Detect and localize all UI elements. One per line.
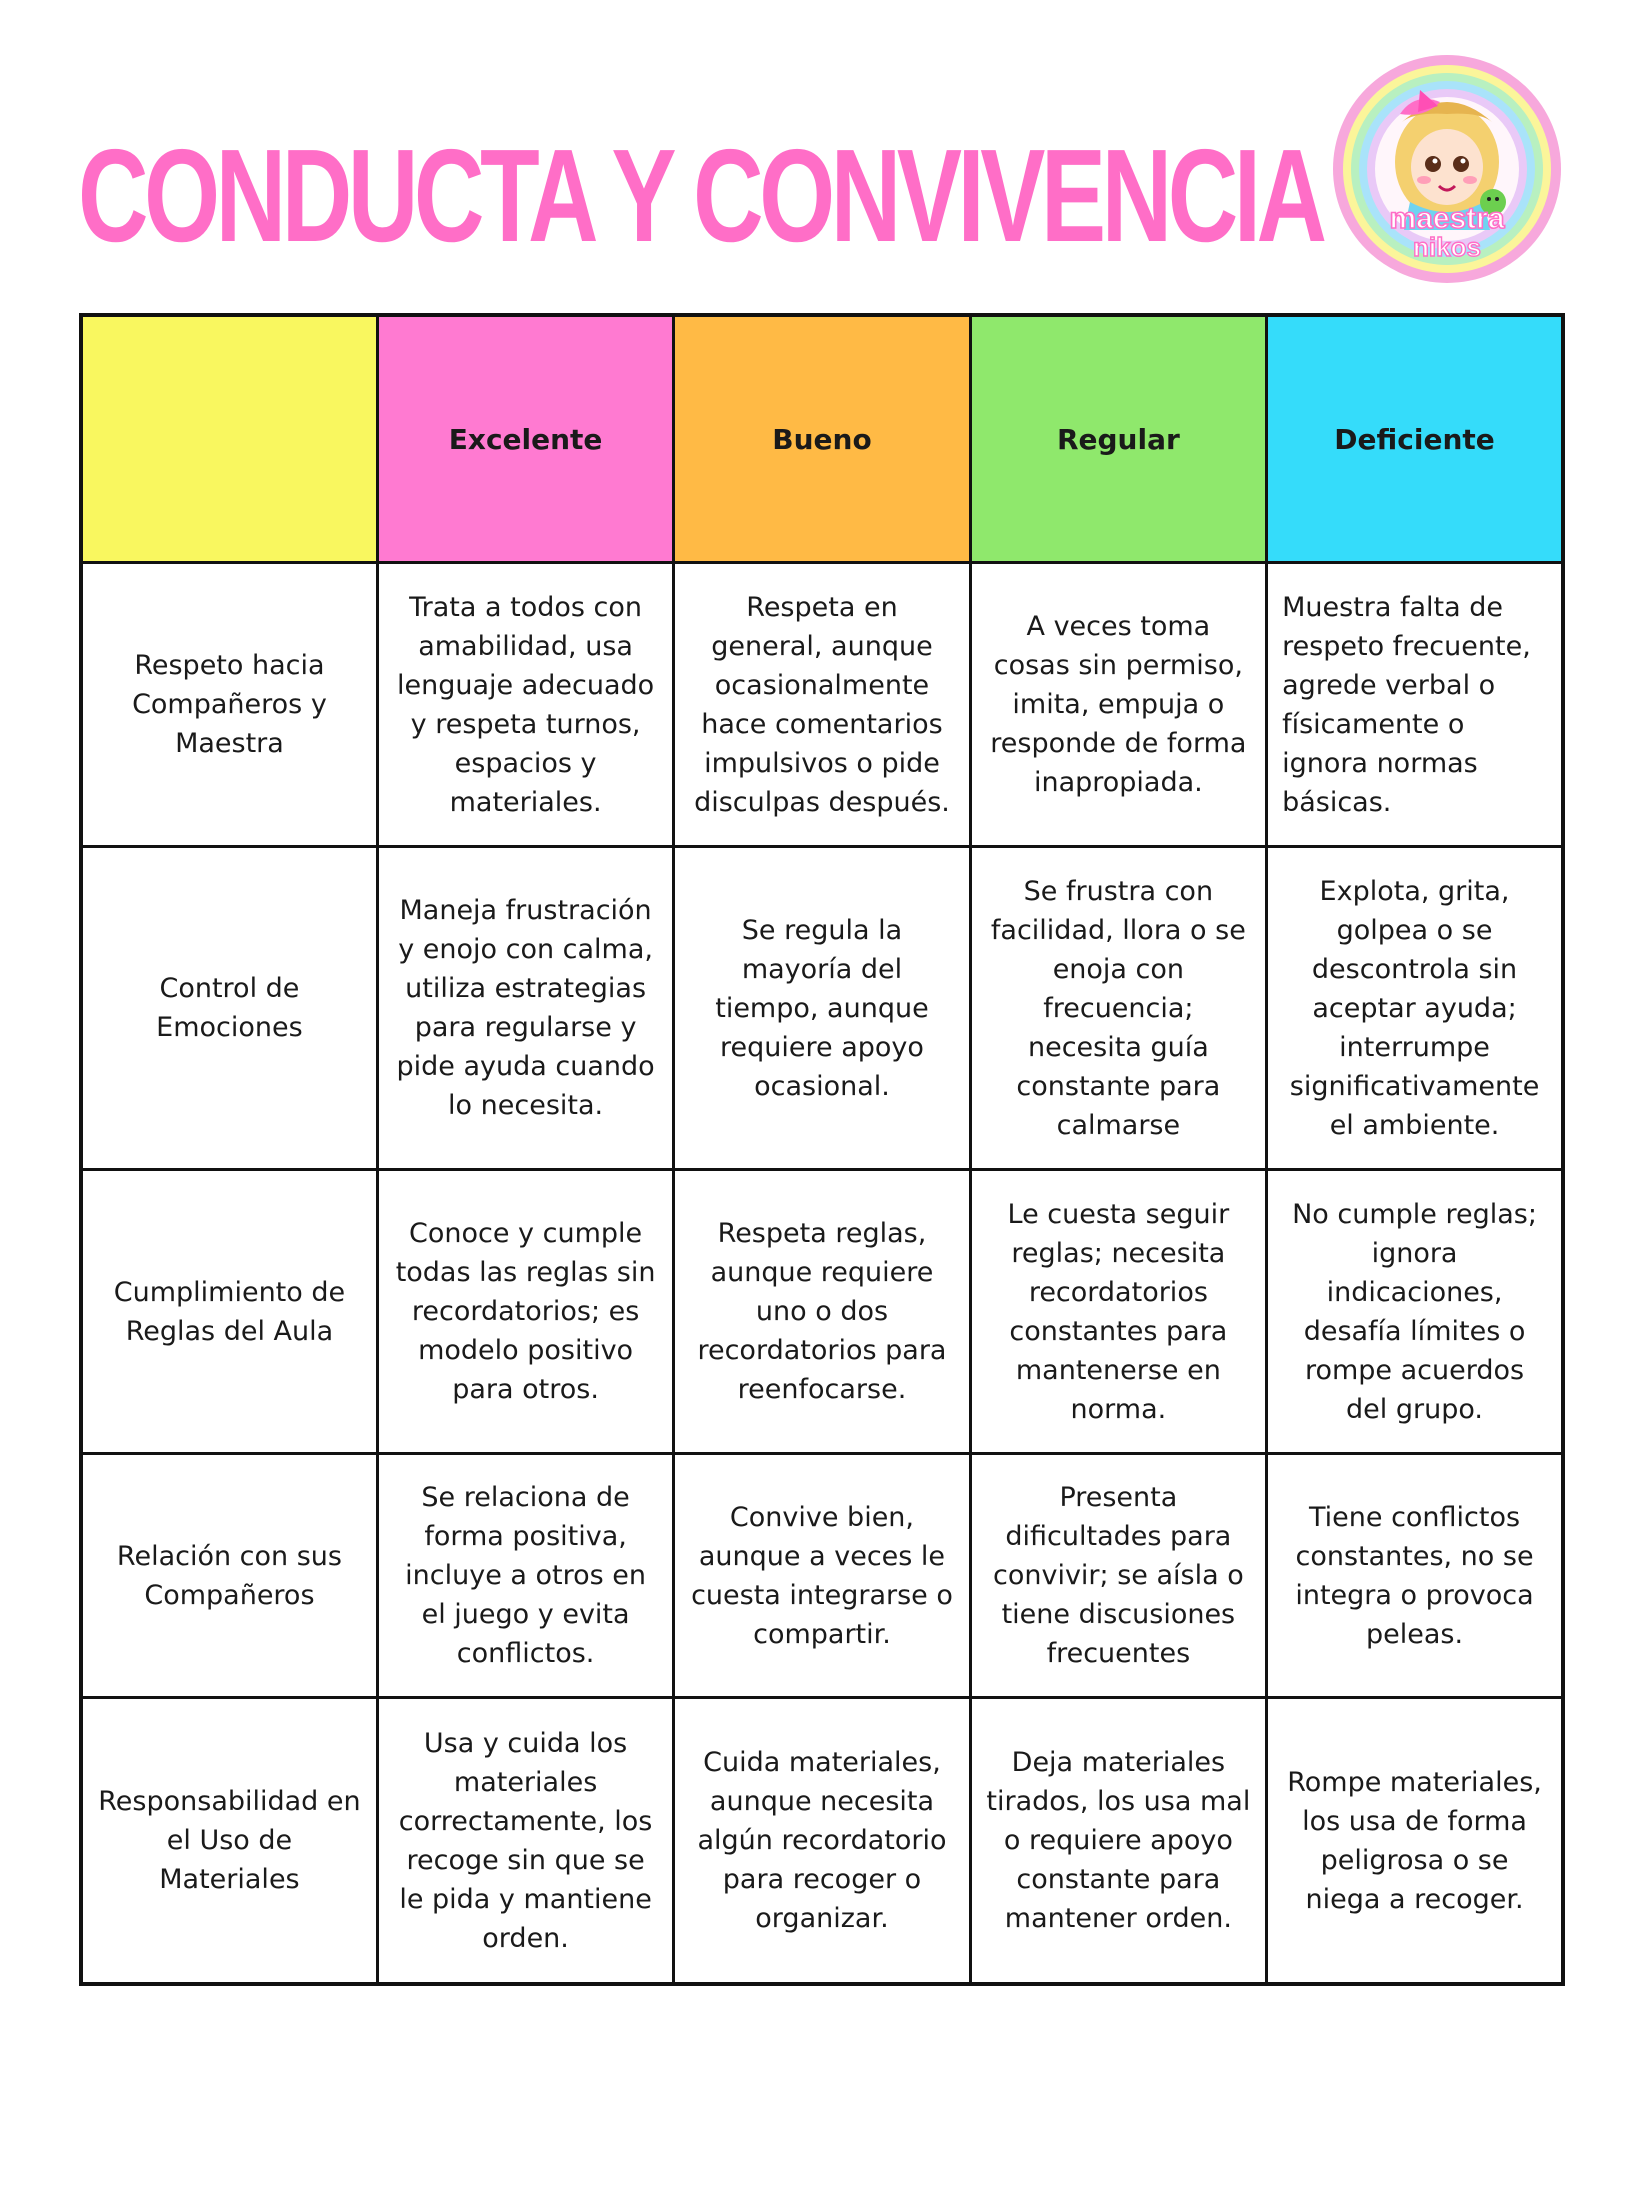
page-title: CONDUCTA Y CONVIVENCIA: [78, 122, 1323, 269]
excelente-cell: Se relaciona de forma positiva, incluye a otros en el juego y evita conflictos.: [377, 1454, 673, 1698]
logo-text-line1: maestra: [1389, 202, 1505, 235]
excelente-cell: Conoce y cumple todas las reglas sin recordatorios; es modelo positivo para otros.: [377, 1170, 673, 1454]
header-deficiente: Deficiente: [1267, 315, 1563, 563]
deficiente-cell: Muestra falta de respeto frecuente, agrede verbal o físicamente o ignora normas básicas.: [1267, 563, 1563, 847]
maestra-nikos-logo: [1330, 52, 1564, 286]
regular-cell: Presenta dificultades para convivir; se aísla o tiene discusiones frecuentes: [970, 1454, 1266, 1698]
excelente-cell: Trata a todos con amabilidad, usa lenguaje adecuado y respeta turnos, espacios y materiales.: [377, 563, 673, 847]
criterion-cell: Responsabilidad en el Uso de Materiales: [81, 1698, 377, 1985]
deficiente-cell: Tiene conflictos constantes, no se integra o provoca peleas.: [1267, 1454, 1563, 1698]
criterion-cell: Control de Emociones: [81, 847, 377, 1170]
criterion-cell: Cumplimiento de Reglas del Aula: [81, 1170, 377, 1454]
bueno-cell: Se regula la mayoría del tiempo, aunque requiere apoyo ocasional.: [674, 847, 970, 1170]
header-row: [81, 315, 1563, 563]
logo-text-line2: nikos: [1413, 232, 1481, 262]
header-regular: Regular: [970, 315, 1266, 563]
regular-cell: Le cuesta seguir reglas; necesita recordatorios constantes para mantenerse en norma.: [970, 1170, 1266, 1454]
excelente-cell: Usa y cuida los materiales correctamente, los recoge sin que se le pida y mantiene orden.: [377, 1698, 673, 1985]
deficiente-cell: Rompe materiales, los usa de forma peligrosa o se niega a recoger.: [1267, 1698, 1563, 1985]
table-row: [81, 1698, 1563, 1985]
criterion-cell: Respeto hacia Compañeros y Maestra: [81, 563, 377, 847]
header-excelente: Excelente: [377, 315, 673, 563]
bueno-cell: Respeta en general, aunque ocasionalmente hace comentarios impulsivos o pide disculpas después.: [674, 563, 970, 847]
deficiente-cell: No cumple reglas; ignora indicaciones, desafía límites o rompe acuerdos del grupo.: [1267, 1170, 1563, 1454]
criterion-cell: Relación con sus Compañeros: [81, 1454, 377, 1698]
bueno-cell: Respeta reglas, aunque requiere uno o dos recordatorios para reenfocarse.: [674, 1170, 970, 1454]
header-bueno: Bueno: [674, 315, 970, 563]
table-row: [81, 563, 1563, 847]
rubric-table: [79, 313, 1565, 1986]
table-row: [81, 847, 1563, 1170]
table-row: [81, 1170, 1563, 1454]
regular-cell: Se frustra con facilidad, llora o se enoja con frecuencia; necesita guía constante para calmarse: [970, 847, 1266, 1170]
bueno-cell: Cuida materiales, aunque necesita algún recordatorio para recoger o organizar.: [674, 1698, 970, 1985]
regular-cell: A veces toma cosas sin permiso, imita, empuja o responde de forma inapropiada.: [970, 563, 1266, 847]
table-row: [81, 1454, 1563, 1698]
deficiente-cell: Explota, grita, golpea o se descontrola sin aceptar ayuda; interrumpe significativamente el ambiente.: [1267, 847, 1563, 1170]
header-blank-cell: [81, 315, 377, 563]
excelente-cell: Maneja frustración y enojo con calma, utiliza estrategias para regularse y pide ayuda cuando lo necesita.: [377, 847, 673, 1170]
regular-cell: Deja materiales tirados, los usa mal o requiere apoyo constante para mantener orden.: [970, 1698, 1266, 1985]
bueno-cell: Convive bien, aunque a veces le cuesta integrarse o compartir.: [674, 1454, 970, 1698]
